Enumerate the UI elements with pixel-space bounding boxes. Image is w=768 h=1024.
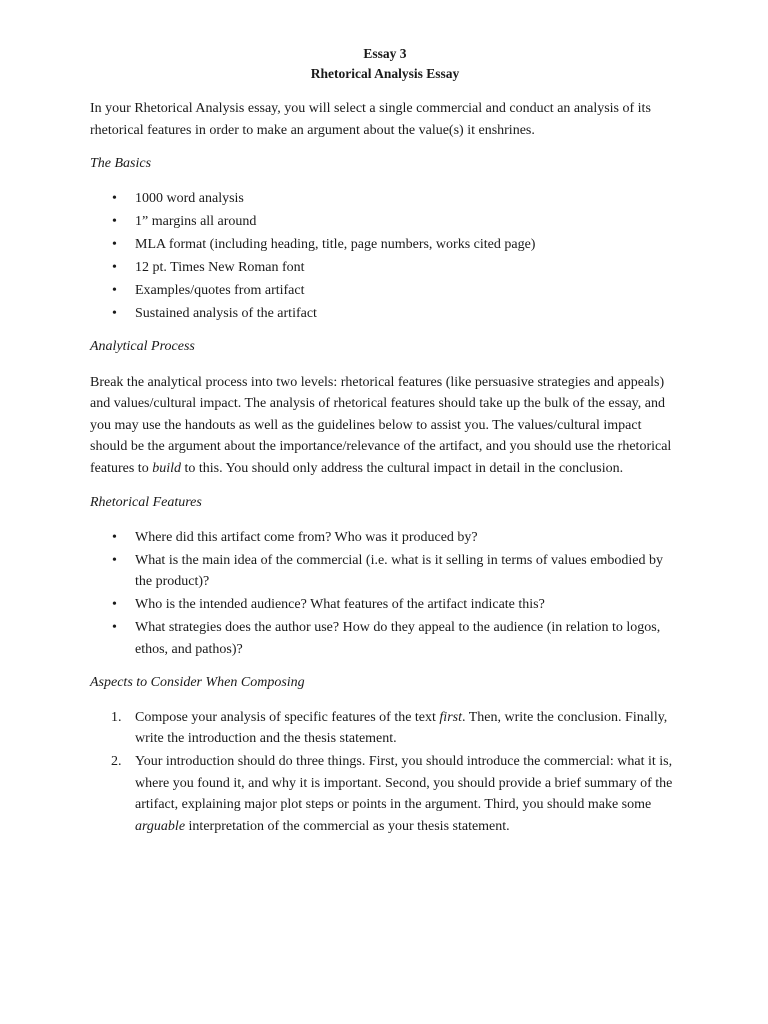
basics-list [90, 188, 680, 325]
list-item [90, 707, 680, 750]
aspect-text-2: . Then, write the conclusion. Finally, write the introduction and the thesis statement. [135, 709, 668, 746]
process-text-2: to this. You should only address the cultural impact in detail in the conclusion. [180, 460, 624, 476]
list-item: • 1” margins all around [90, 211, 680, 233]
list-item: • Who is the intended audience? What features of the artifact indicate this? [90, 594, 680, 616]
features-list [90, 527, 680, 661]
list-item: • What is the main idea of the commercial (i.e. what is it selling in terms of values embodied by the product)? [90, 550, 680, 593]
process-paragraph [90, 372, 680, 480]
list-item: • Sustained analysis of the artifact [90, 303, 680, 325]
features-heading: Rhetorical Features [90, 495, 202, 510]
aspect-text-2: interpretation of the commercial as your thesis statement. [185, 818, 510, 834]
aspect-text-1: Compose your analysis of specific features of the text [135, 709, 440, 725]
list-number: 1. [111, 709, 122, 725]
list-item: • What strategies does the author use? How do they appeal to the audience (in relation to logos, ethos, and pathos)? [90, 617, 680, 660]
aspect-emphasis: first [439, 709, 462, 725]
list-item: • Where did this artifact come from? Who was it produced by? [90, 527, 680, 549]
process-text-1: Break the analytical process into two levels: rhetorical features (like persuasive strategies and appeals) and values/cultural impact. The analysis of rhetorical features should take up the bulk of the essay, and you may use the handouts as well as the guidelines below to assist you. The values/cultural impact should be the argument about the importance/relevance of the artifact, and you should use the rhetorical features to [90, 374, 672, 476]
list-number: 2. [111, 754, 122, 769]
intro-paragraph: In your Rhetorical Analysis essay, you will select a single commercial and conduct an analysis of its rhetorical features in order to make an argument about the value(s) it enshrines. [90, 101, 651, 138]
process-heading: Analytical Process [90, 339, 195, 354]
document-subtitle: Rhetorical Analysis Essay [310, 66, 460, 81]
document-page [90, 44, 680, 839]
aspects-heading: Aspects to Consider When Composing [90, 675, 305, 690]
list-item: • MLA format (including heading, title, page numbers, works cited page) [90, 234, 680, 256]
aspect-emphasis: arguable [135, 818, 186, 834]
aspect-text-1: Your introduction should do three things. First, you should introduce the commercial: what it is, where you found it, and why it is important. Second, you should provide a brief summary of the artifact, explaining major plot steps or points in the argument. Third, you should make some [135, 754, 673, 812]
list-item: • 12 pt. Times New Roman font [90, 257, 680, 279]
process-emphasis: build [152, 460, 181, 476]
list-item: • Examples/quotes from artifact [90, 280, 680, 302]
document-title: Essay 3 [363, 46, 407, 61]
aspects-list [90, 707, 680, 838]
list-item: • 1000 word analysis [90, 188, 680, 210]
basics-heading: The Basics [90, 156, 152, 171]
list-item [90, 751, 680, 837]
